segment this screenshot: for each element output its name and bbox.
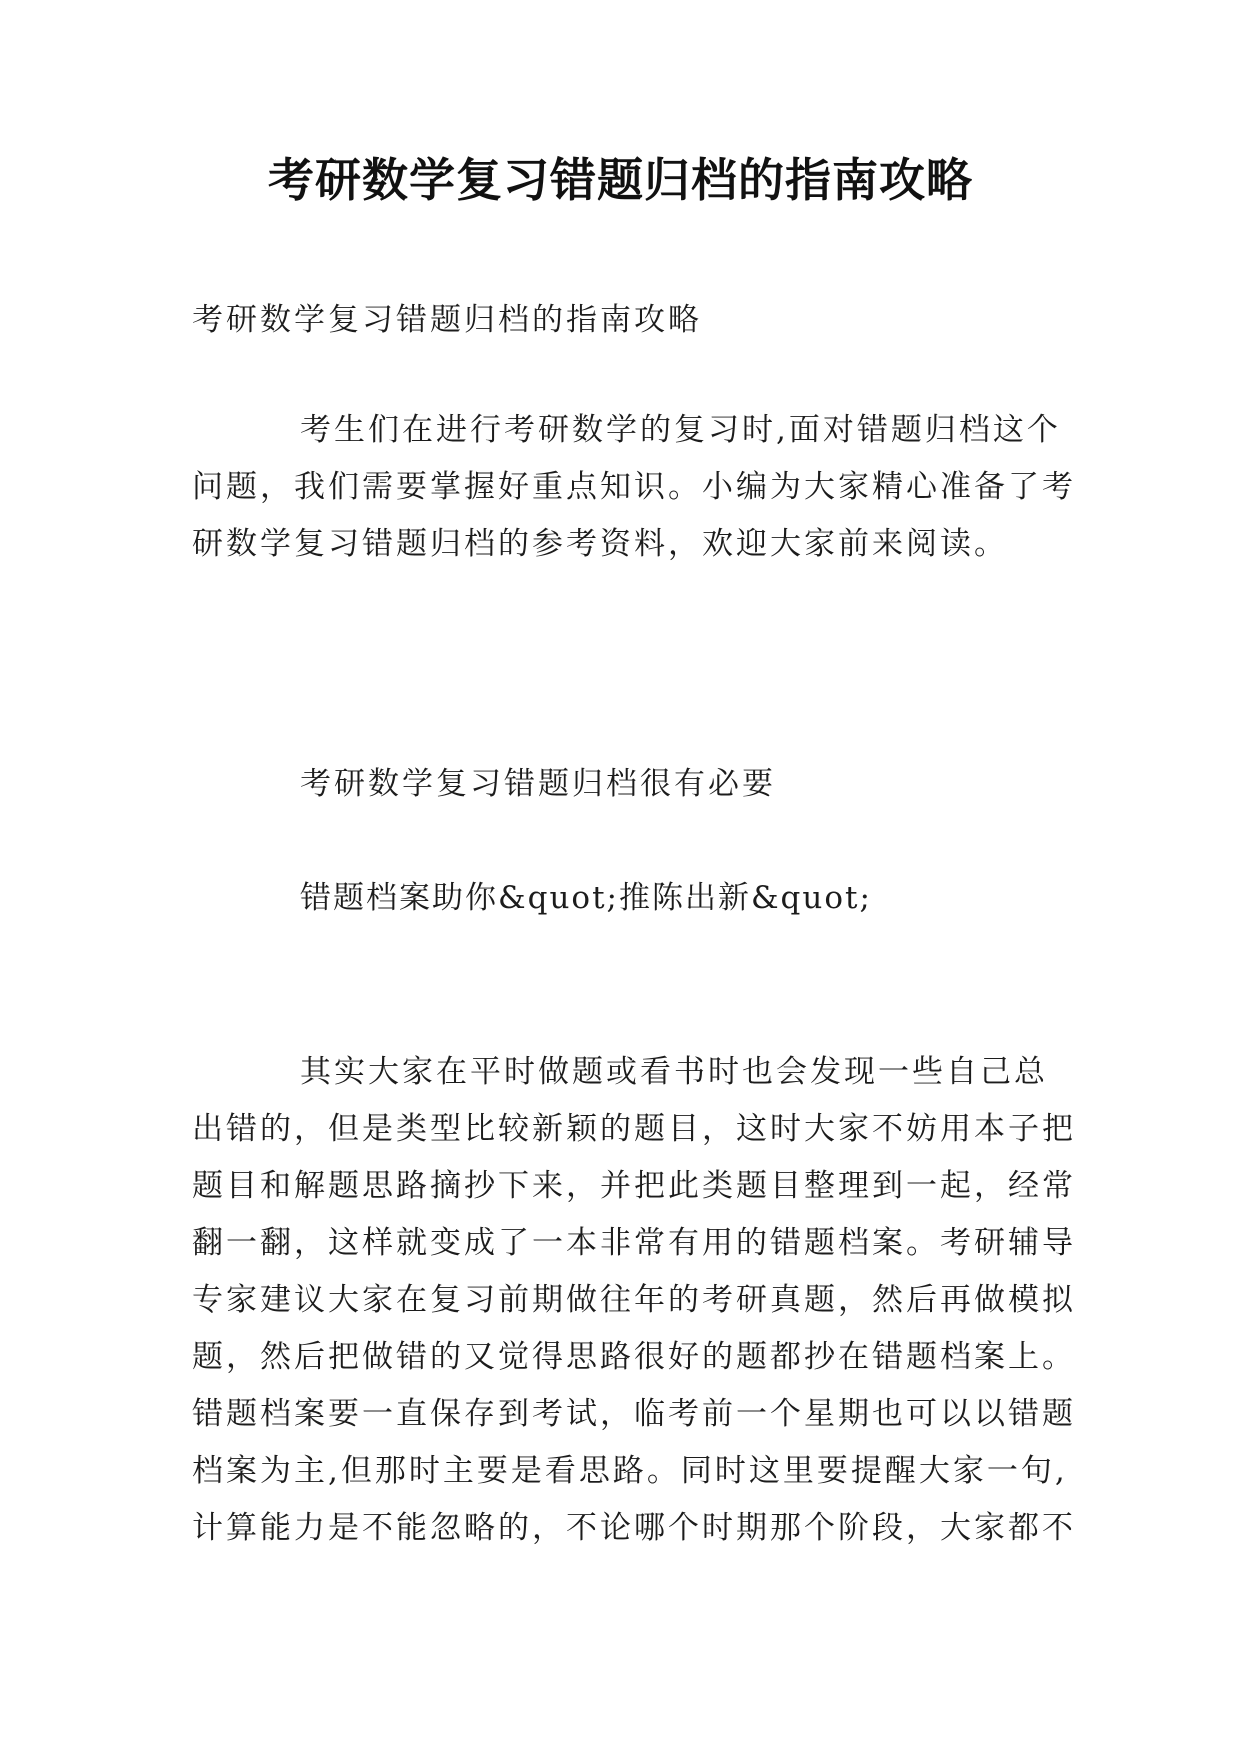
body-line: 错题档案要一直保存到考试，临考前一个星期也可以以错题 — [192, 1396, 1076, 1432]
document-subtitle: 考研数学复习错题归档的指南攻略 — [192, 302, 702, 338]
body-line: 档案为主,但那时主要是看思路。同时这里要提醒大家一句, — [192, 1453, 1068, 1489]
intro-line: 研数学复习错题归档的参考资料，欢迎大家前来阅读。 — [192, 526, 1008, 562]
intro-paragraph — [192, 402, 1076, 573]
body-line: 计算能力是不能忽略的，不论哪个时期那个阶段，大家都不 — [192, 1510, 1076, 1546]
body-line: 翻一翻，这样就变成了一本非常有用的错题档案。考研辅导 — [192, 1225, 1076, 1261]
section-subheading: 错题档案助你&quot;推陈出新&quot; — [300, 880, 872, 916]
body-line: 题目和解题思路摘抄下来，并把此类题目整理到一起，经常 — [192, 1168, 1076, 1204]
body-line: 其实大家在平时做题或看书时也会发现一些自己总 — [300, 1054, 1048, 1090]
body-line: 出错的，但是类型比较新颖的题目，这时大家不妨用本子把 — [192, 1111, 1076, 1147]
intro-line: 问题，我们需要掌握好重点知识。小编为大家精心准备了考 — [192, 469, 1076, 505]
body-paragraph — [192, 1044, 1076, 1557]
document-title: 考研数学复习错题归档的指南攻略 — [268, 153, 973, 207]
body-line: 专家建议大家在复习前期做往年的考研真题，然后再做模拟 — [192, 1282, 1076, 1318]
section-heading: 考研数学复习错题归档很有必要 — [300, 766, 776, 802]
body-line: 题，然后把做错的又觉得思路很好的题都抄在错题档案上。 — [192, 1339, 1076, 1375]
intro-line: 考生们在进行考研数学的复习时,面对错题归档这个 — [300, 412, 1061, 448]
